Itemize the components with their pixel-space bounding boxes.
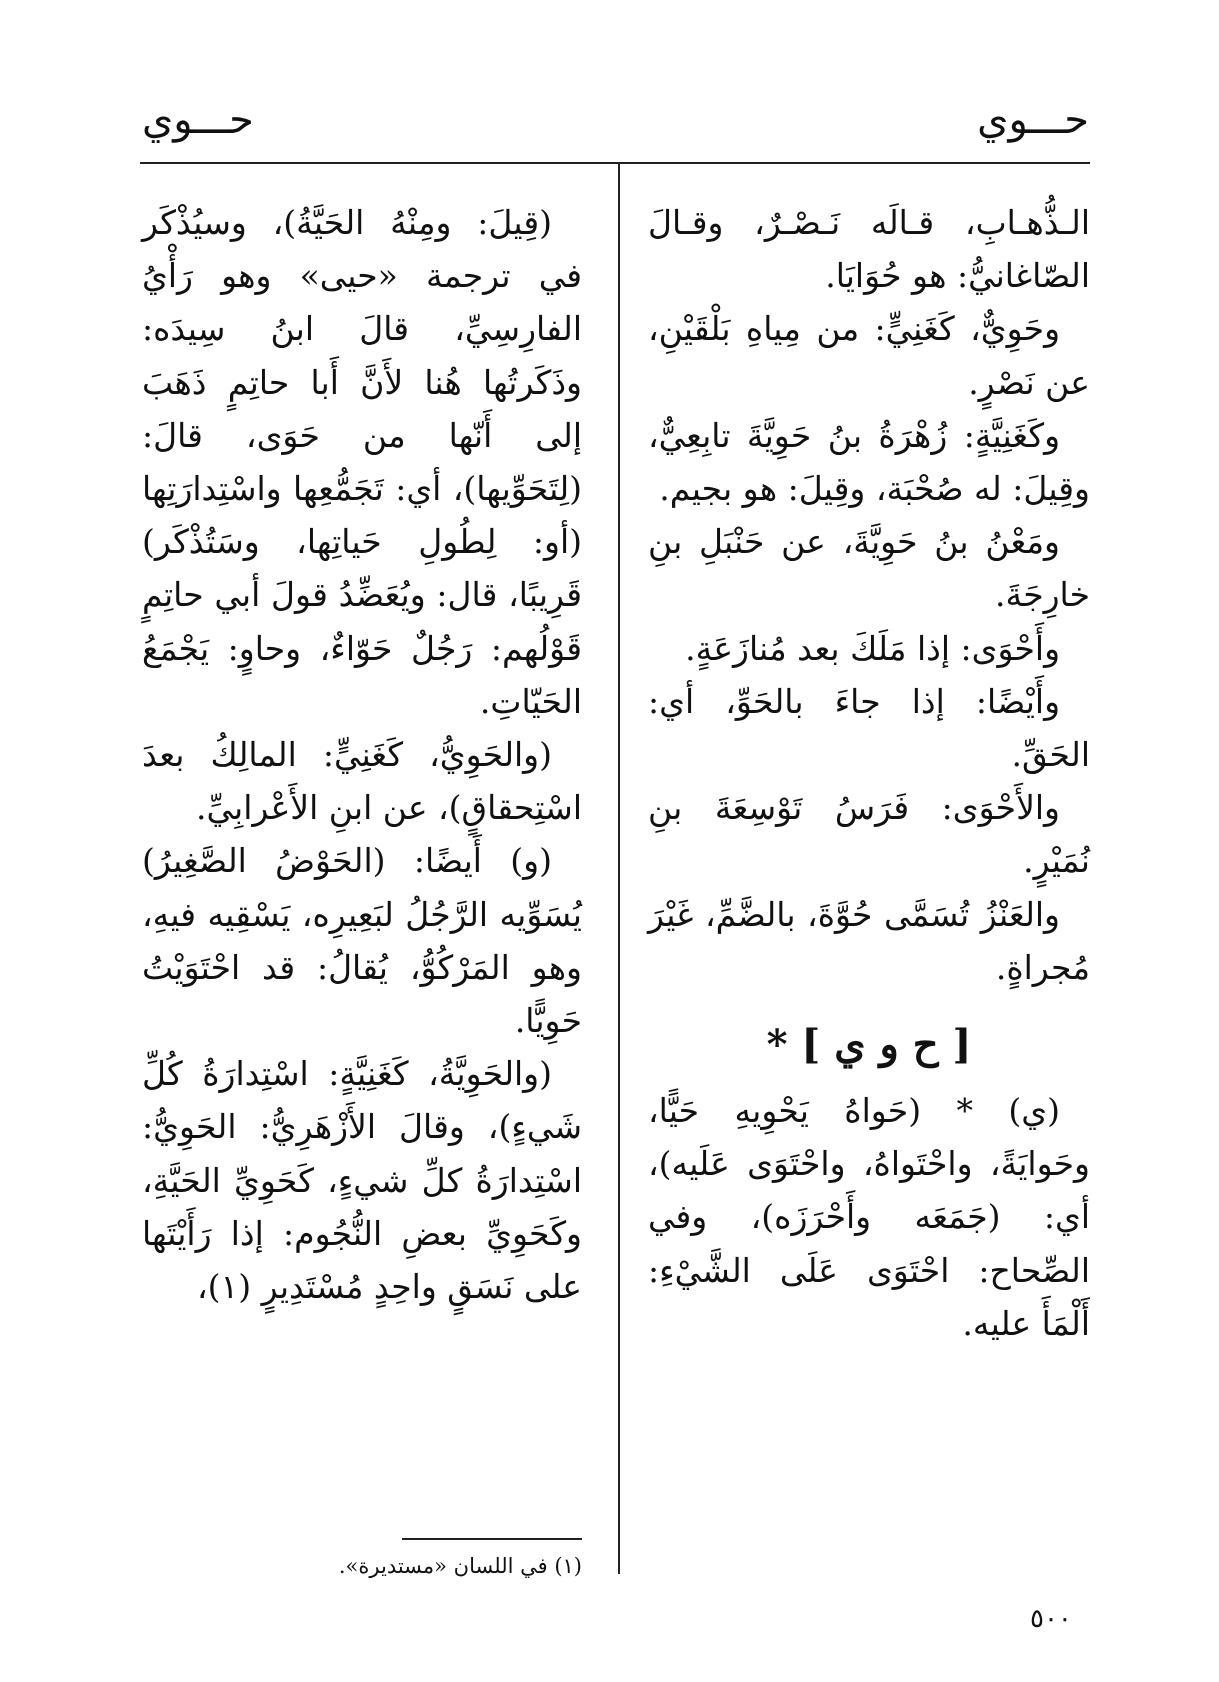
paragraph: (و) أَيضًا: (الحَوْضُ الصَّغِيرُ) يُسَوِّيه الرَّجُلُ لبَعِيرِه، يَسْقِيه فيهِ، وهو المَرْكُوُّ، يُقالُ: قد احْتَوَيْتُ حَوِيًّا.: [142, 841, 582, 1041]
header-root-right: حـــوي: [977, 97, 1089, 143]
paragraph: والعَنْزُ تُسَمَّى حُوَّةَ، بالضَّمِّ، غَيْرَ مُجراةٍ.: [648, 894, 1090, 987]
paragraph: (والحَوِيَّةُ، كَغَنِيَّةٍ: اسْتِدارَةُ كُلِّ شَيءٍ)، وقالَ الأَزْهَرِيُّ: الحَوِيُّ: اسْتِدارَةُ كلِّ شيءٍ، كَحَوِيِّ الحَيَّةِ، وكَحَوِيِّ بعضِ النُّجُوم: إذا رَأَيْتَها على نَسَقٍ واحِدٍ مُسْتَدِيرٍ (١)،: [142, 1054, 582, 1307]
paragraph: (والحَوِيُّ، كَغَنِيٍّ: المالِكُ بعدَ اسْتِحقاقٍ)، عن ابنِ الأَعْرابِيِّ.: [142, 735, 582, 828]
paragraph: (ي) * (حَواهُ يَحْوِيهِ حَيًّا، وحَوايَةً، واحْتَواهُ، واحْتَوَى عَلَيه)، أي: (جَمَعَه وأَحْرَزَه)، وفي الصِّحاح: احْتَوَى عَلَى الشَّيْءِ: أَلْمَأَ عليه.: [648, 1091, 1090, 1343]
paragraph: وحَوِيٌّ، كَغَنِيٍّ: من مِياهِ بَلْقَيْنِ، عن نَصْرٍ.: [648, 309, 1090, 402]
column-divider: [618, 164, 620, 1574]
paragraph: (قِيلَ: ومِنْهُ الحَيَّةُ)، وسيُذْكَر في ترجمة «حيى» وهو رَأْيُ الفارِسِيِّ، قالَ ابنُ سِيدَه: وذَكَرتُها هُنا لأَنَّ أَبا حاتِمٍ ذَهَبَ إلى أَنّها من حَوَى، قالَ: (لِتَحَوِّيها)، أي: تَجَمُّعِها واسْتِدارَتِها (أو: لِطُولِ حَياتِها، وسَتُذْكَر) قَرِيبًا، قال: ويُعَضِّدُ قولَ أبي حاتِمٍ قَوْلُهم: رَجُلٌ حَوّاءٌ، وحاوٍ: يَجْمَعُ الحَيّاتِ.: [142, 203, 582, 721]
entry-heading: [ ح و ي ] *: [766, 1021, 972, 1069]
header-rule: [140, 162, 1090, 164]
paragraph: ومَعْنُ بنُ حَوِيَّةَ، عن حَنْبَلِ بنِ خارِجَةَ.: [648, 522, 1090, 615]
paragraph: وأَيْضًا: إذا جاءَ بالحَوِّ، أي: الحَقِّ.: [648, 681, 1090, 775]
paragraph: وأَحْوَى: إذا مَلَكَ بعد مُنازَعَةٍ.: [685, 628, 1060, 668]
right-column: [648, 196, 1090, 1350]
page-number: ٥٠٠: [1030, 1604, 1072, 1634]
paragraph: الـذُّهـابِ، قـالَه نَـصْـرٌ، وقـالَ الصّاغانيُّ: هو حُوَايَا.: [648, 203, 1090, 296]
paragraph: والأَحْوَى: فَرَسُ تَوْسِعَةَ بنِ نُمَيْرٍ.: [648, 788, 1090, 881]
footnote: (١) في اللسان «مستديرة».: [338, 1554, 582, 1578]
left-column: [142, 196, 582, 1313]
header-root-left: حـــوي: [142, 97, 254, 143]
paragraph: وكَغَنِيَّةٍ: زُهْرَةُ بنُ حَوِيَّةَ تابِعِيٌّ، وقِيلَ: له صُحْبَة، وقِيلَ: هو بجيم.: [648, 415, 1090, 509]
footnote-rule: [402, 1538, 582, 1540]
